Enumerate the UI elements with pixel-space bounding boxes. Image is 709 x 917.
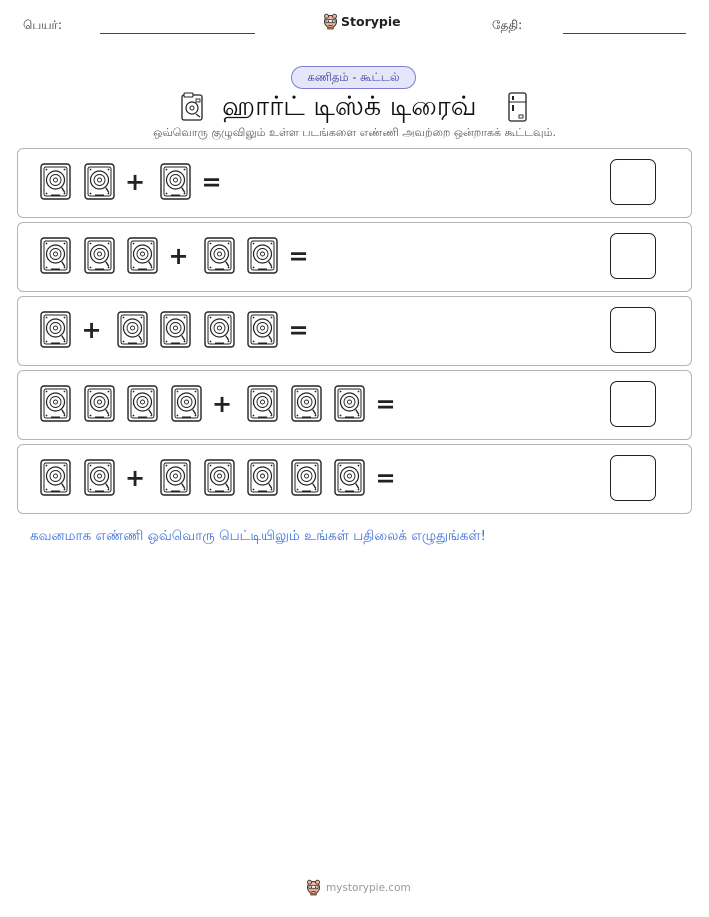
problem-row-content: [18, 445, 691, 513]
hard-disk-icon: [127, 385, 158, 422]
answer-box[interactable]: [610, 159, 656, 205]
hard-disk-icon: [204, 311, 235, 348]
equals-sign: =: [288, 316, 309, 344]
hard-disk-icon: [171, 385, 202, 422]
equals-sign: =: [375, 390, 396, 418]
problem-row-3: [17, 296, 692, 366]
name-line: [100, 33, 255, 34]
hard-disk-icon: [84, 459, 115, 496]
name-label: பெயர்:: [23, 18, 62, 32]
hard-disk-icon: [291, 385, 322, 422]
hard-disk-icon: [40, 459, 71, 496]
problem-row-content: [18, 297, 691, 365]
hard-disk-icon: [506, 91, 529, 123]
hard-disk-icon: [40, 237, 71, 274]
hard-disk-icon: [40, 163, 71, 200]
title-row: [0, 88, 709, 126]
problem-row-4: [17, 370, 692, 440]
hard-disk-icon: [334, 459, 365, 496]
hard-disk-icon: [84, 385, 115, 422]
hard-disk-icon: [160, 163, 191, 200]
hard-disk-icon: [334, 385, 365, 422]
equals-sign: =: [201, 168, 222, 196]
date-line: [563, 33, 686, 34]
hard-disk-icon: [160, 311, 191, 348]
hard-disk-icon: [247, 385, 278, 422]
hard-disk-icon: [247, 459, 278, 496]
hard-disk-icon: [247, 237, 278, 274]
encouragement-text: கவனமாக எண்ணி ஒவ்வொரு பெட்டியிலும் உங்கள் பதிலைக் எழுதுங்கள்!: [30, 528, 486, 544]
subject-badge: கணிதம் - கூட்டல்: [291, 66, 416, 89]
hard-disk-icon: [179, 92, 205, 122]
hard-disk-icon: [117, 311, 148, 348]
equals-sign: =: [288, 242, 309, 270]
problem-row-content: [18, 371, 691, 439]
hard-disk-icon: [127, 237, 158, 274]
date-label: தேதி:: [492, 18, 523, 32]
answer-box[interactable]: [610, 233, 656, 279]
hard-disk-icon: [291, 459, 322, 496]
answer-box[interactable]: [610, 307, 656, 353]
brand-name: Storypie: [341, 14, 401, 29]
plus-sign: +: [125, 168, 146, 196]
hard-disk-icon: [204, 237, 235, 274]
hard-disk-icon: [40, 385, 71, 422]
storypie-mascot-icon: [306, 879, 321, 896]
footer-url: mystorypie.com: [326, 881, 411, 894]
answer-box[interactable]: [610, 455, 656, 501]
answer-box[interactable]: [610, 381, 656, 427]
problem-row-2: [17, 222, 692, 292]
hard-disk-icon: [40, 311, 71, 348]
footer: [306, 879, 411, 896]
hard-disk-icon: [84, 237, 115, 274]
problem-row-5: [17, 444, 692, 514]
plus-sign: +: [81, 316, 102, 344]
problem-row-content: [18, 149, 691, 217]
storypie-mascot-icon: [323, 13, 338, 30]
page-title: ஹார்ட் டிஸ்க் டிரைவ்: [222, 91, 477, 122]
hard-disk-icon: [160, 459, 191, 496]
plus-sign: +: [125, 464, 146, 492]
hard-disk-icon: [247, 311, 278, 348]
problem-row-1: [17, 148, 692, 218]
instruction-text: ஒவ்வொரு குழுவிலும் உள்ள படங்களை எண்ணி அவற்றை ஒன்றாகக் கூட்டவும்.: [153, 126, 556, 139]
hard-disk-icon: [84, 163, 115, 200]
plus-sign: +: [212, 390, 233, 418]
problem-row-content: [18, 223, 691, 291]
equals-sign: =: [375, 464, 396, 492]
brand-logo: [323, 13, 401, 30]
plus-sign: +: [168, 242, 189, 270]
hard-disk-icon: [204, 459, 235, 496]
